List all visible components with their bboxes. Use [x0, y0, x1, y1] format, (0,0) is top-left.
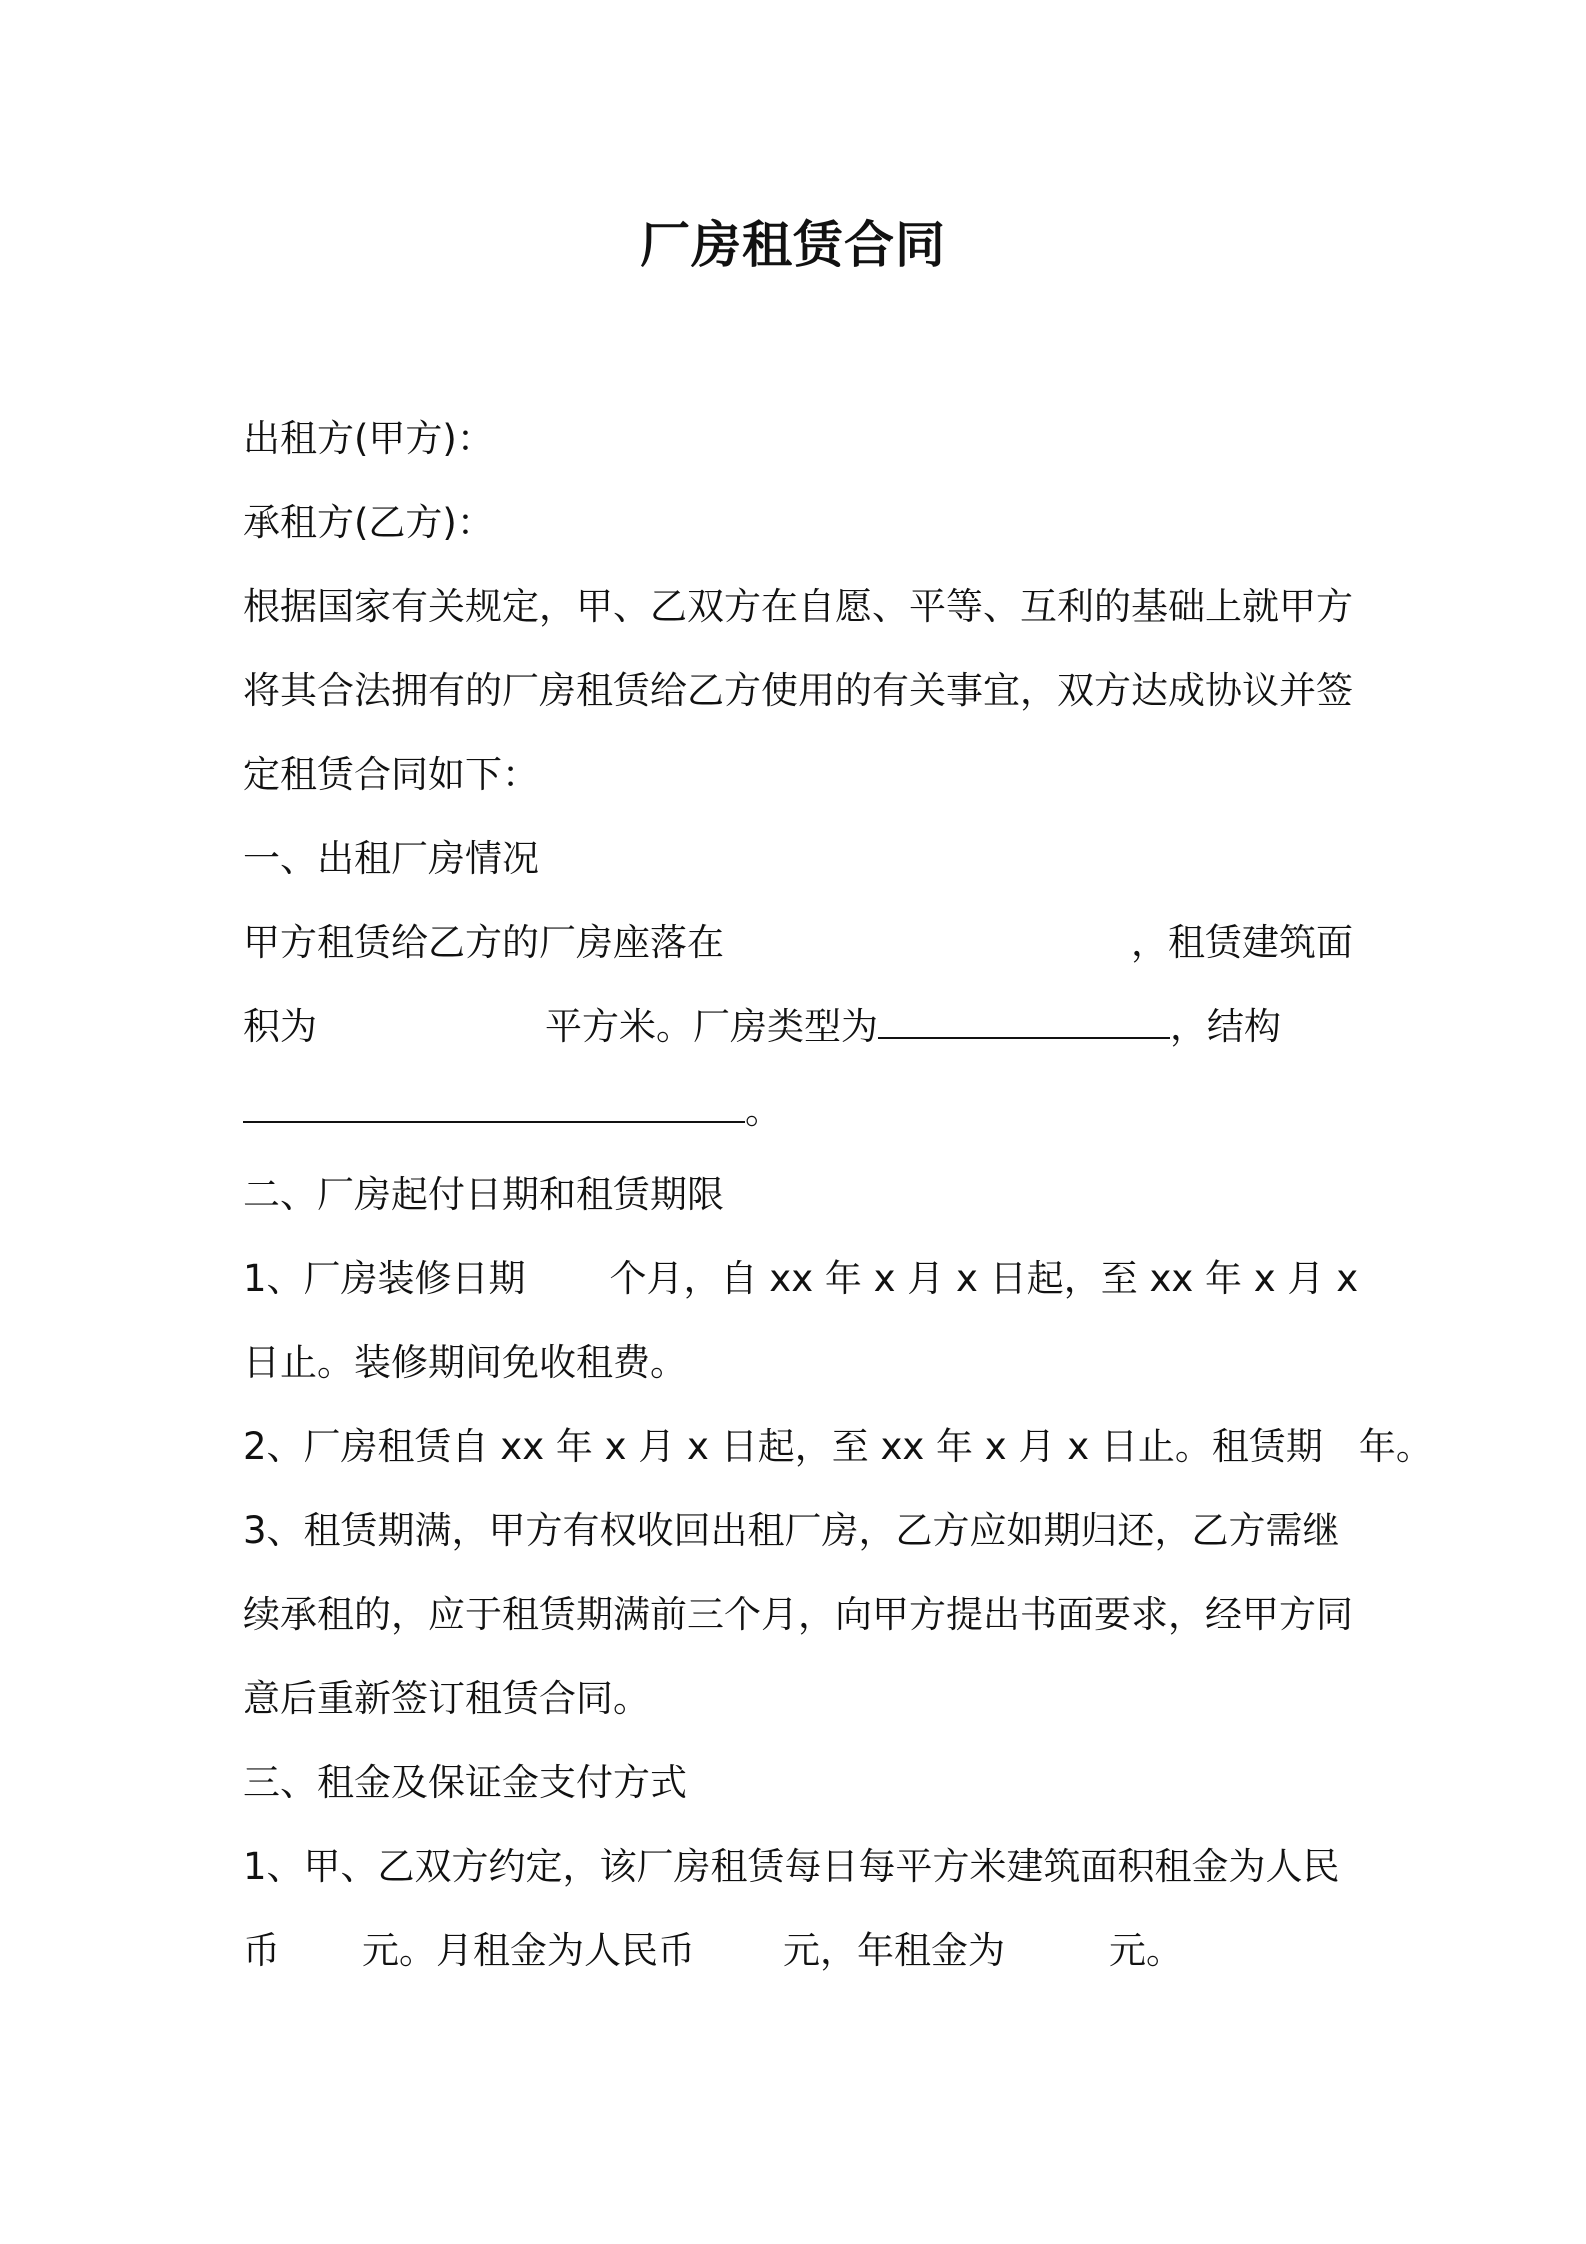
- intro-line-1: 根据国家有关规定，甲、乙双方在自愿、平等、互利的基础上就甲方: [243, 585, 1353, 628]
- lessee-label: 承租方(乙方)：: [243, 501, 494, 544]
- factory-type-blank: [878, 997, 1170, 1039]
- section-1-line-3: 。: [243, 1081, 1353, 1141]
- area-label-start: ，租赁建筑面: [1131, 921, 1353, 964]
- section-1-heading: 一、出租厂房情况: [243, 837, 539, 880]
- structure-blank: [243, 1081, 745, 1123]
- page-title: 厂房租赁合同: [640, 216, 946, 274]
- section-1-line-2: [243, 997, 1353, 1057]
- section-2-item-1: 1、厂房装修日期 个月，自 xx 年 x 月 x 日起，至 xx 年 x 月 x: [243, 1257, 1359, 1300]
- section-2-item-3-line-2: 续承租的，应于租赁期满前三个月，向甲方提出书面要求，经甲方同: [243, 1593, 1353, 1636]
- section-2-item-2: 2、厂房租赁自 xx 年 x 月 x 日起，至 xx 年 x 月 x 日止。租赁期 年。: [243, 1425, 1433, 1468]
- intro-line-2: 将其合法拥有的厂房租赁给乙方使用的有关事宜，双方达成协议并签: [243, 669, 1353, 712]
- section-1-line-1: [243, 913, 1353, 973]
- section-2-item-3-line-3: 意后重新签订租赁合同。: [243, 1677, 650, 1720]
- lessor-label: 出租方(甲方)：: [243, 417, 494, 460]
- section-2-item-1-cont: 日止。装修期间免收租费。: [243, 1341, 687, 1384]
- structure-label: ，结构: [1170, 1005, 1281, 1048]
- intro-line-3: 定租赁合同如下：: [243, 753, 539, 796]
- factory-type-label: 平方米。厂房类型为: [545, 1005, 878, 1048]
- section-2-heading: 二、厂房起付日期和租赁期限: [243, 1173, 724, 1216]
- location-label: 甲方租赁给乙方的厂房座落在: [243, 921, 724, 964]
- section-3-item-1-line-2: 币 元。月租金为人民币 元，年租金为 元。: [243, 1929, 1183, 1972]
- area-label-end: 积为: [243, 1005, 317, 1048]
- section-2-item-3-line-1: 3、租赁期满，甲方有权收回出租厂房，乙方应如期归还，乙方需继: [243, 1509, 1340, 1552]
- section-3-heading: 三、租金及保证金支付方式: [243, 1761, 687, 1804]
- section-3-item-1-line-1: 1、甲、乙双方约定，该厂房租赁每日每平方米建筑面积租金为人民: [243, 1845, 1340, 1888]
